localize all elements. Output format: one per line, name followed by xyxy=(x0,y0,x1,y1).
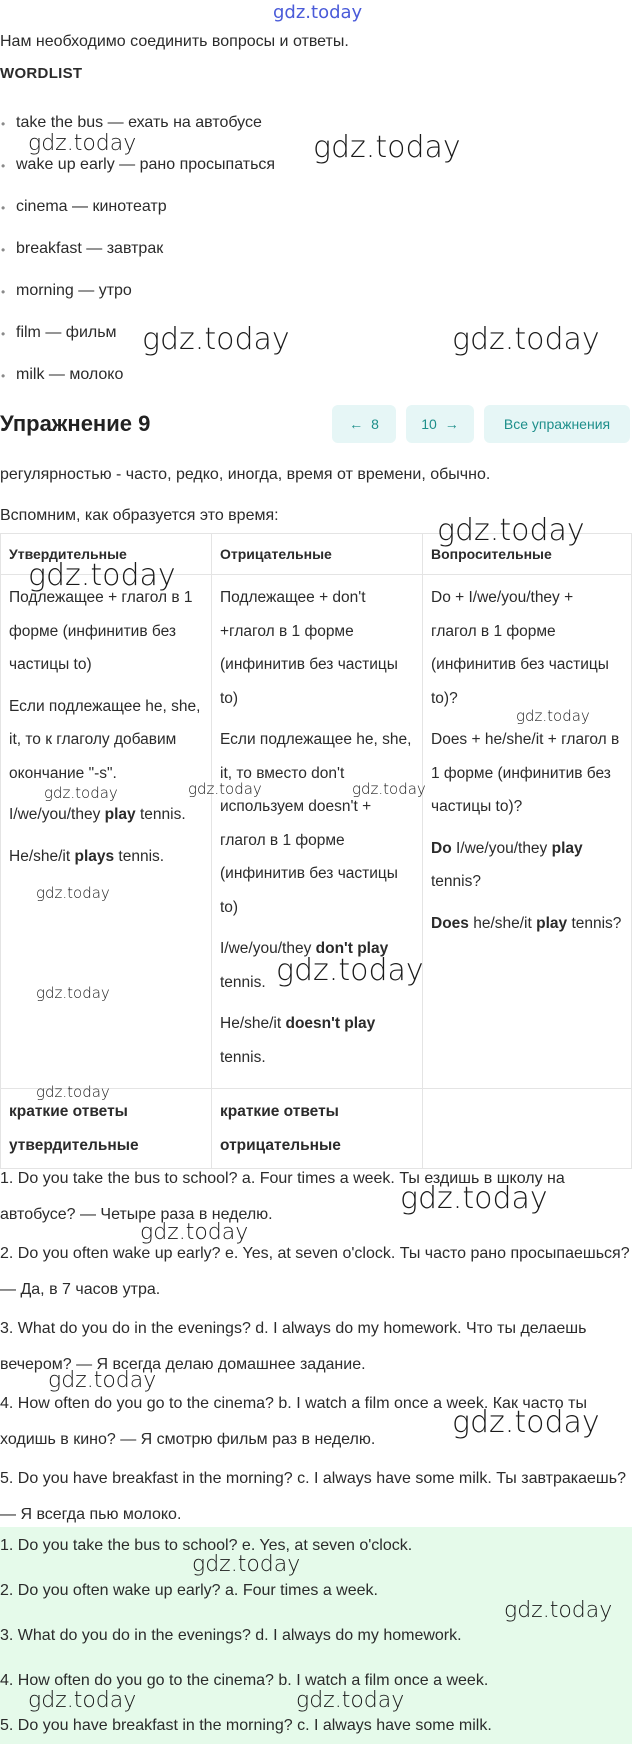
watermark: gdz.today xyxy=(452,1405,600,1440)
watermark: gdz.today xyxy=(48,1368,157,1393)
watermark: gdz.today xyxy=(516,707,590,725)
answer-line: 2. Do you often wake up early? a. Four times a week. xyxy=(0,1582,378,1599)
watermark: gdz.today xyxy=(352,780,426,798)
watermark: gdz.today xyxy=(36,984,110,1002)
prev-exercise-button[interactable]: ← 8 xyxy=(332,405,396,443)
next-exercise-button[interactable]: 10 → xyxy=(406,405,474,443)
header-interrogative: Вопросительные xyxy=(423,534,632,575)
watermark: gdz.today xyxy=(140,1220,249,1245)
watermark: gdz.today xyxy=(504,1598,613,1623)
watermark: gdz.today xyxy=(313,130,461,165)
regularity-text: регулярностью - часто, редко, иногда, время от времени, обычно. xyxy=(0,466,491,483)
arrow-right-icon: → xyxy=(444,416,459,432)
site-logo[interactable]: gdz.today xyxy=(273,2,363,23)
watermark: gdz.today xyxy=(296,1688,405,1713)
watermark: gdz.today xyxy=(28,558,176,593)
grammar-table xyxy=(0,533,632,1169)
answer-line: 5. Do you have breakfast in the morning? c. I always have some milk. xyxy=(0,1717,492,1734)
negative-cell: Подлежащее + don't +глагол в 1 форме (инфинитив без частицы to) Если подлежащее he, she, it, то вместо don't используем doesn't + глагол в 1 форме (инфинитив без частицы to) I/we/you/they don't play tennis. He/she/it doesn't play tennis. xyxy=(212,575,423,1089)
watermark: gdz.today xyxy=(28,131,137,156)
qa-item: 4. How often do you go to the cinema? b. I watch a film once a week. Как часто ты ходишь в кино? — Я смотрю фильм раз в неделю. xyxy=(0,1395,587,1448)
short-answers-negative: краткие ответы отрицательные xyxy=(212,1089,423,1169)
wordlist-heading: WORDLIST xyxy=(0,65,83,82)
watermark: gdz.today xyxy=(452,322,600,357)
list-item: • film — фильм xyxy=(16,324,117,342)
list-item: • breakfast — завтрак xyxy=(16,240,163,258)
header-affirmative: Утвердительные xyxy=(1,534,212,575)
watermark: gdz.today xyxy=(36,884,110,902)
watermark: gdz.today xyxy=(36,1083,110,1101)
watermark: gdz.today xyxy=(28,1688,137,1713)
qa-item: 3. What do you do in the evenings? d. I always do my homework. Что ты делаешь вечером? — Я всегда делаю домашнее задание. xyxy=(0,1320,587,1373)
qa-item: 1. Do you take the bus to school? a. Four times a week. Ты ездишь в школу на автобусе? — Четыре раза в неделю. xyxy=(0,1170,565,1223)
list-item: • morning — утро xyxy=(16,282,132,300)
table-row xyxy=(1,575,632,1089)
affirmative-cell: Подлежащее + глагол в 1 форме (инфинитив без частицы to) Если подлежащее he, she, it, то к глаголу добавим окончание "-s". I/we/you/they play tennis. He/she/it plays tennis. xyxy=(1,575,212,1089)
watermark: gdz.today xyxy=(188,780,262,798)
watermark: gdz.today xyxy=(437,513,585,548)
exercise-title: Упражнение 9 xyxy=(0,411,151,436)
answer-line: 4. How often do you go to the cinema? b. I watch a film once a week. xyxy=(0,1672,489,1689)
list-item: • wake up early — рано просыпаться xyxy=(16,156,275,174)
qa-item: 2. Do you often wake up early? e. Yes, at seven o'clock. Ты часто рано просыпаешься? — Да, в 7 часов утра. xyxy=(0,1245,630,1298)
list-item: • milk — молоко xyxy=(16,366,123,384)
short-answers-empty xyxy=(423,1089,632,1169)
short-answers-affirmative: краткие ответы утвердительные xyxy=(1,1089,212,1169)
watermark: gdz.today xyxy=(142,322,290,357)
answer-line: 1. Do you take the bus to school? e. Yes, at seven o'clock. xyxy=(0,1537,413,1554)
arrow-left-icon: ← xyxy=(349,416,364,432)
watermark: gdz.today xyxy=(192,1552,301,1577)
watermark: gdz.today xyxy=(400,1181,548,1216)
list-item: • take the bus — ехать на автобусе xyxy=(16,114,262,132)
intro-text: Нам необходимо соединить вопросы и ответы. xyxy=(0,33,349,50)
qa-item: 5. Do you have breakfast in the morning? c. I always have some milk. Ты завтракаешь? — Я всегда пью молоко. xyxy=(0,1470,626,1523)
header-negative: Отрицательные xyxy=(212,534,423,575)
answer-line: 3. What do you do in the evenings? d. I always do my homework. xyxy=(0,1627,462,1644)
watermark: gdz.today xyxy=(276,953,424,988)
all-exercises-button[interactable]: Все упражнения xyxy=(484,405,630,443)
interrogative-cell: Do + I/we/you/they + глагол в 1 форме (инфинитив без частицы to)? Does + he/she/it + глагол в 1 форме (инфинитив без частицы to)? Do I/we/you/they play tennis? Does he/she/it play tennis? xyxy=(423,575,632,1089)
remember-text: Вспомним, как образуется это время: xyxy=(0,507,279,524)
list-item: • cinema — кинотеатр xyxy=(16,198,167,216)
watermark: gdz.today xyxy=(44,784,118,802)
